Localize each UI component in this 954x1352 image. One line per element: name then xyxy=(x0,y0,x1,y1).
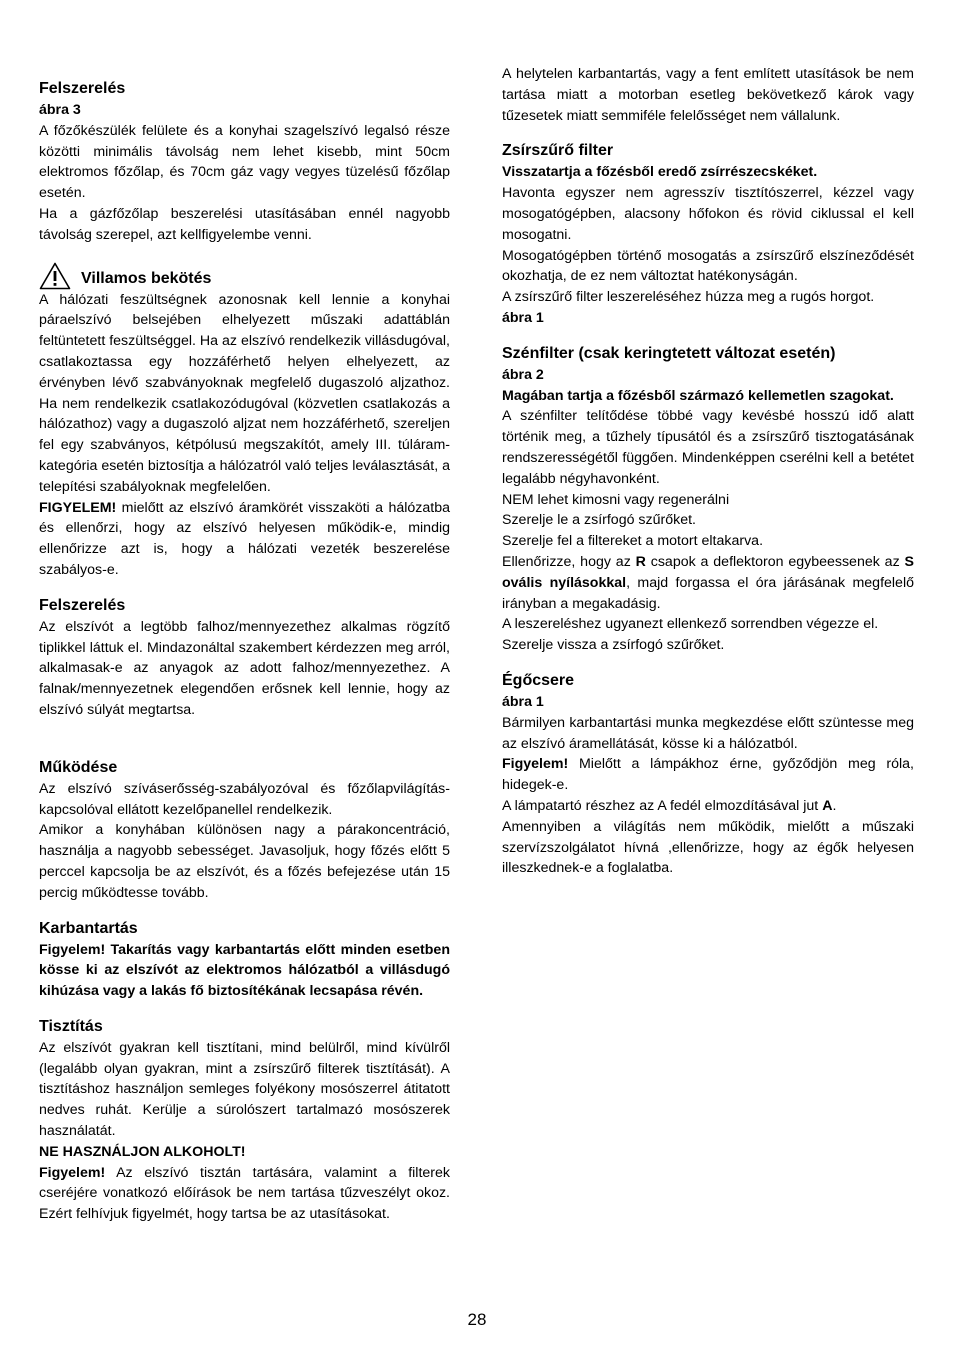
section-tisztitas xyxy=(39,1016,450,1225)
warning-text: Az elszívó tisztán tartására, valamint a filterek cseréjére vonatkozó előírások be nem tartása tűzveszélyt okoz. Ezért felhívjuk figyelmét, hogy tartsa be az utasításokat. xyxy=(39,1164,450,1223)
bold-text-run: A xyxy=(822,797,833,814)
warning-paragraph xyxy=(502,754,914,796)
paragraph: Az elszívót gyakran kell tisztítani, mind belülről, mind kívülről (legalább olyan gyakran, mint a zsírszűrő filterek tisztítását). A tisztításhoz használjon semleges folyékony mosószerrel átitatott nedves ruhát. Kerülje a súrolószert tartalmazó mosószerek használatát. xyxy=(39,1039,450,1140)
section-karbantartas xyxy=(39,918,450,1002)
instruction-line xyxy=(502,552,914,614)
section-felszereles-1 xyxy=(39,78,450,246)
warning-label: Figyelem! xyxy=(39,1164,106,1181)
instruction-line: A leszereléshez ugyanezt ellenkező sorrendben végezze el. xyxy=(502,616,879,633)
section-title: Szénfilter (csak keringtetett változat esetén) xyxy=(502,344,836,362)
warning-label: FIGYELEM! xyxy=(39,499,117,516)
paragraph: A zsírszűrő filter leszereléséhez húzza meg a rugós horgot. xyxy=(502,289,875,306)
paragraph: Az elszívót a legtöbb falhoz/mennyezethez alkalmas rögzítő tiplikkel láttuk el. Mindazonáltal szakembert kérdezzen meg arról, alkalmasak-e az anyagok az adott falhoz/mennyezethez. A falnak/mennyezetnek elegendően erősnek kell lennie, hogy az elszívó súlyát megtartsa. xyxy=(39,618,450,718)
warning-label: Figyelem! xyxy=(502,756,569,773)
section-title: Égőcsere xyxy=(502,671,575,689)
warning-triangle-icon xyxy=(39,262,71,290)
paragraph: Bármilyen karbantartási munka megkezdése előtt szüntesse meg az elszívó áramellátását, kösse ki a hálózatból. xyxy=(502,714,914,752)
paragraph: A szénfilter telítődése többé vagy kevésbé hosszú idő alatt történik meg, a tűzhely típusától és a zsírszűrő tisztogatásának rendszerességétől függően. Mindenképpen cserélni kell a betétet legalább négyhavonként. xyxy=(502,408,914,487)
section-mukodese xyxy=(39,757,450,904)
section-subtitle: Magában tartja a főzésből származó kellemetlen szagokat. xyxy=(502,387,894,404)
instruction-line: Szerelje le a zsírfogó szűrőket. xyxy=(502,512,696,529)
left-column xyxy=(39,64,450,1239)
figure-ref: ábra 1 xyxy=(502,309,544,326)
paragraph: Havonta egyszer nem agresszív tisztítószerrel, kézzel vagy mosogatógépben, alacsony hőfokon és rövid ciklussal el kell mosogatni. xyxy=(502,185,914,243)
alcohol-warning: NE HASZNÁLJON ALKOHOLT! xyxy=(39,1143,246,1160)
text-run: csapok a deflektoron egybeessenek az xyxy=(645,553,905,570)
paragraph: Amikor a konyhában különösen nagy a párakoncentráció, használja a nagyobb sebességet. Javasoljuk, hogy főzés előtt 5 perccel kapcsolja be az elszívót, és a főzés befejezése után 15 percig működtesse tovább. xyxy=(39,822,450,901)
paragraph: Mosogatógépben történő mosogatás a zsírszűrő elszíneződését okozhatja, de ez nem változtat hatékonyságán. xyxy=(502,247,914,285)
paragraph: Ha a gázfőzőlap beszerelési utasításában ennél nagyobb távolság szerepel, azt kellfigyelembe venni. xyxy=(39,205,450,243)
bold-warning-paragraph: Figyelem! Takarítás vagy karbantartás előtt minden esetben kösse ki az elszívót az elektromos hálózatból a villásdugó kihúzása vagy a lakás fő biztosítékának lecsapása révén. xyxy=(39,941,450,1000)
section-subtitle: Visszatartja a főzésből eredő zsírrészecskéket. xyxy=(502,164,818,181)
text-run: . xyxy=(832,797,837,814)
text-run: , majd forgassa el óra járásának megfelelő irányban a megakadásig. xyxy=(502,574,914,612)
section-szenfilter xyxy=(502,343,914,656)
text-run: Ellenőrizze, hogy az xyxy=(502,553,636,570)
warning-text: mielőtt az elszívó áramkörét visszaköti a hálózatba és ellenőrzi, hogy az elszívó helyesen működik-e, mindig ellenőrizze azt is, hogy a hálózati vezeték beszerelése szabályos-e. xyxy=(39,499,450,578)
paragraph: A főzőkészülék felülete és a konyhai szagelszívó legalsó része közötti minimális távolság nem lehet kisebb, mint 50cm elektromos főzőlap, és 70cm gáz vagy vegyes tüzelésű főzőlap esetén. xyxy=(39,122,450,202)
section-title: Felszerelés xyxy=(39,80,126,97)
section-title: Zsírszűrő filter xyxy=(502,142,614,160)
section-title: Karbantartás xyxy=(39,919,138,937)
right-column xyxy=(502,64,914,893)
warning-text: Mielőtt a lámpákhoz érne, győződjön meg róla, hidegek-e. xyxy=(502,756,914,794)
warning-paragraph xyxy=(39,498,450,581)
paragraph: A helytelen karbantartás, vagy a fent említett utasítások be nem tartása miatt a motorban esetleg bekövetkező károk vagy tűzesetek miatt semmiféle felelősséget nem vállalunk. xyxy=(502,66,914,124)
instruction-line: Szerelje fel a filtereket a motort eltakarva. xyxy=(502,533,764,550)
section-felszereles-2 xyxy=(39,595,450,721)
bold-text-run: S ovális nyílásokkal xyxy=(502,553,914,591)
bold-text-run: R xyxy=(635,553,646,570)
section-title: Tisztítás xyxy=(39,1017,103,1035)
section-title: Működése xyxy=(39,758,118,776)
section-title-row xyxy=(39,262,450,290)
paragraph xyxy=(502,796,914,817)
section-egocsere xyxy=(502,670,914,879)
section-intro xyxy=(502,64,914,126)
paragraph: Amennyiben a világítás nem működik, mielőtt a műszaki szervízszolgálatot hívná ,ellenőrizze, hogy az égők helyesen illeszkednek-e a foglalatba. xyxy=(502,818,914,877)
figure-ref: ábra 2 xyxy=(502,366,544,383)
paragraph: A hálózati feszültségnek azonosnak kell lennie a konyhai páraelszívó belsejében elhelyezett műszaki adattáblán feltüntetett feszültséggel. Ha az elszívó rendelkezik villásdugóval, csatlakoztassa egy hozzáférhető helyen elhelyezett, az érvényben lévő szabványoknak megfelelő dugaszoló aljzathoz. Ha nem rendelkezik csatlakozódugóval (közvetlen csatlakozás a hálózathoz) vagy a dugaszoló aljzat nem hozzáférhető, szereljen fel egy szabványos, kétpólusú megszakítót, amely III. túláram-kategória esetén biztosítja a hálózatról való teljes leválasztását, a telepítési szabályoknak megfelelően. xyxy=(39,291,450,495)
text-run: A lámpatartó részhez az A fedél elmozdításával jut xyxy=(502,797,823,814)
figure-ref: ábra 3 xyxy=(39,102,81,118)
section-villamos-bekotes xyxy=(39,262,450,581)
section-title: Felszerelés xyxy=(39,596,126,614)
paragraph: Az elszívó szíváserősség-szabályozóval és főzőlapvilágítás-kapcsolóval ellátott kezelőpanellel rendelkezik. xyxy=(39,780,450,818)
instruction-line: NEM lehet kimosni vagy regenerálni xyxy=(502,491,730,508)
page-number: 28 xyxy=(467,1310,487,1329)
warning-paragraph xyxy=(39,1163,450,1225)
section-title: Villamos bekötés xyxy=(81,269,212,287)
section-zsirszuro-filter xyxy=(502,140,914,328)
figure-ref: ábra 1 xyxy=(502,693,544,710)
instruction-line: Szerelje vissza a zsírfogó szűrőket. xyxy=(502,637,725,654)
